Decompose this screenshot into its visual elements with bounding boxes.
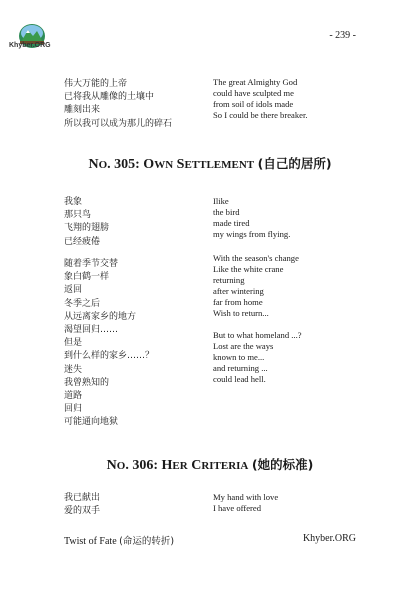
heading-part: . 305:: [107, 157, 144, 172]
footer-site-name: Khyber.ORG: [302, 533, 356, 544]
footer-title-en: Twist of Fate: [64, 536, 117, 547]
heading-part: RITERIA: [201, 460, 249, 472]
footer-title-zh: (命运的转折): [119, 536, 175, 547]
poem-line: after wintering: [213, 286, 264, 296]
heading-part: O: [98, 159, 108, 171]
block2-chinese: [64, 196, 109, 249]
poem-line: 冬季之后: [64, 298, 101, 309]
poem-line: 那只鸟: [64, 210, 92, 221]
poem-line: 我曾熟知的: [64, 377, 110, 388]
heading-part: O: [143, 157, 155, 172]
heading-part: O: [116, 460, 126, 472]
block1-chinese: [64, 78, 172, 131]
poem-line: 我象: [64, 197, 83, 207]
poem-line: Wish to return...: [213, 308, 269, 318]
poem-line: my wings from flying.: [213, 229, 291, 239]
poem-line: 渴望回归……: [64, 325, 119, 336]
poem-line: 所以我可以成为那儿的碎石: [64, 118, 173, 129]
heading-part: ER: [172, 460, 188, 472]
poem-line: 我已献出: [64, 493, 101, 503]
poem-line: 到什么样的家乡……？: [64, 351, 155, 362]
block2-english: [213, 196, 290, 240]
poem-line: 飞翔的翅膀: [64, 223, 110, 234]
khyber-logo-icon: [12, 22, 52, 54]
poem-line: made tired: [213, 218, 250, 228]
block4-english: [213, 492, 278, 514]
poem-line: could lead hell.: [213, 374, 266, 384]
poem-line: [213, 319, 302, 330]
heading-part: . 306:: [125, 458, 162, 473]
poem-line: from soil of idols made: [213, 99, 294, 109]
heading-chinese: (她的标准): [251, 457, 314, 472]
poem-line: 返回: [64, 285, 83, 296]
poem-line: 可能通向地狱: [64, 417, 119, 428]
poem-heading-305: [0, 154, 420, 173]
poem-line: 已将我从雕像的土壤中: [64, 92, 155, 103]
poem-line: could have sculpted me: [213, 88, 294, 98]
logo-text: Khyber.ORG: [9, 42, 51, 49]
poem-line: Like the white crane: [213, 264, 284, 274]
poem-line: 伟大万能的上帝: [64, 79, 128, 89]
poem-heading-306: [0, 455, 420, 474]
poem-line: My hand with love: [213, 492, 279, 502]
poem-line: far from home: [213, 297, 263, 307]
block3-english: [213, 253, 302, 385]
poem-line: 象白鹤一样: [64, 272, 110, 283]
poem-line: With the season's change: [213, 253, 299, 263]
heading-part: N: [88, 157, 99, 172]
poem-line: But to what homeland ...?: [213, 330, 302, 340]
poem-line: 爱的双手: [64, 506, 101, 517]
poem-line: Ilike: [213, 196, 229, 206]
poem-line: So I could be there breaker.: [213, 110, 308, 120]
poem-line: 道路: [64, 391, 83, 402]
poem-line: known to me...: [213, 352, 265, 362]
poem-line: 雕刻出来: [64, 105, 101, 116]
block1-english: [213, 77, 308, 121]
block4-chinese: [64, 492, 100, 518]
poem-line: returning: [213, 275, 245, 285]
poem-line: I have offered: [213, 503, 262, 513]
poem-line: 但是: [64, 338, 83, 349]
poem-line: 随着季节交替: [64, 259, 119, 269]
poem-line: 迷失: [64, 364, 83, 375]
poem-line: the bird: [213, 207, 240, 217]
poem-line: and returning ...: [213, 363, 268, 373]
footer-book-title: [64, 533, 174, 547]
heading-part: C: [191, 458, 202, 473]
poem-line: 回归: [64, 404, 83, 415]
block3-chinese: [64, 258, 154, 430]
poem-line: Lost are the ways: [213, 341, 274, 351]
page-number: - 239 -: [329, 30, 356, 41]
poem-line: 已经疲倦: [64, 236, 101, 247]
heading-chinese: (自己的居所): [257, 156, 332, 171]
poem-line: 从远离家乡的地方: [64, 311, 137, 322]
heading-part: N: [106, 458, 117, 473]
heading-part: ETTLEMENT: [184, 159, 255, 171]
heading-part: WN: [154, 159, 174, 171]
heading-part: S: [176, 157, 185, 172]
heading-part: H: [161, 458, 173, 473]
poem-line: The great Almighty God: [213, 77, 298, 87]
